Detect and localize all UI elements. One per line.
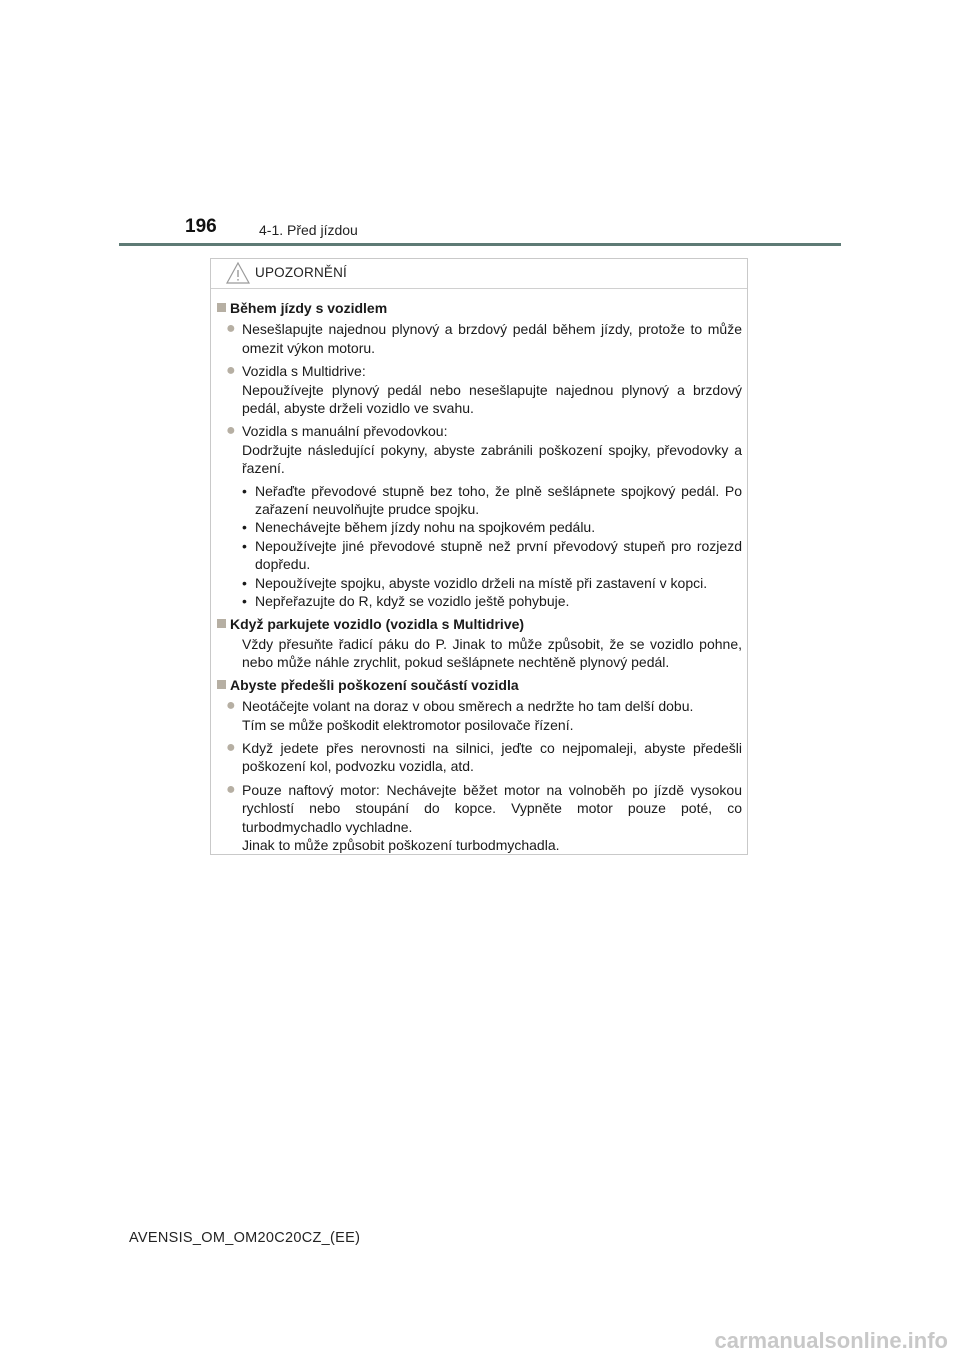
item-lead: Neotáčejte volant na doraz v obou směrech a nedržte ho tam delší dobu. bbox=[242, 698, 694, 715]
item-lead: Pouze naftový motor: Nechávejte běžet motor na volnoběh po jízdě vysokou rychlostí nebo stoupání do kopce. Vypněte motor pouze poté, co turbodmychadlo vychladne. bbox=[242, 781, 742, 835]
list-item-text bbox=[242, 362, 742, 417]
item-detail: Nepoužívejte plynový pedál nebo nesešlapujte najednou plynový a brzdový pedál, abyste drželi vozidlo ve svahu. bbox=[242, 381, 742, 417]
sub-item: • Nepoužívejte spojku, abyste vozidlo drželi na místě při zastavení v kopci. bbox=[242, 574, 742, 592]
list-item bbox=[217, 697, 742, 734]
section-title: 4-1. Před jízdou bbox=[259, 222, 358, 238]
section-heading-text: Během jízdy s vozidlem bbox=[230, 300, 388, 316]
dot-bullet-icon: ● bbox=[226, 422, 236, 440]
square-bullet-icon bbox=[217, 680, 226, 689]
list-item-text bbox=[242, 422, 742, 477]
item-detail: Dodržujte následující pokyny, abyste zabránili poškození spojky, převodovky a řazení. bbox=[242, 441, 742, 477]
header-divider bbox=[119, 243, 841, 246]
dot-bullet-icon: ● bbox=[226, 697, 236, 715]
item-detail: Jinak to může způsobit poškození turbodmychadla. bbox=[242, 836, 560, 853]
sub-item-text: Nepřeřazujte do R, když se vozidlo ještě pohybuje. bbox=[255, 593, 570, 610]
item-detail: Tím se může poškodit elektromotor posilovače řízení. bbox=[242, 716, 574, 733]
section-heading bbox=[217, 615, 742, 633]
list-item bbox=[217, 362, 742, 417]
warning-body bbox=[211, 289, 747, 854]
sub-item: • Nepřeřazujte do R, když se vozidlo ještě pohybuje. bbox=[242, 592, 742, 610]
sub-item-text: Neřaďte převodové stupně bez toho, že plně sešlápnete spojkový pedál. Po zařazení neuvolňujte prudce spojku. bbox=[255, 482, 742, 518]
sub-item-text: Nepoužívejte jiné převodové stupně než první převodový stupeň pro rozjezd dopředu. bbox=[255, 537, 742, 573]
page-number: 196 bbox=[185, 216, 217, 237]
dot-bullet-icon: ● bbox=[226, 780, 236, 798]
warning-title: UPOZORNĚNÍ bbox=[255, 265, 348, 280]
sub-item: • Nepoužívejte jiné převodové stupně než první převodový stupeň pro rozjezd dopředu. bbox=[242, 537, 742, 573]
sub-item-text: Nepoužívejte spojku, abyste vozidlo drželi na místě při zastavení v kopci. bbox=[255, 574, 708, 591]
watermark: carmanualsonline.info bbox=[714, 1328, 948, 1353]
section-heading bbox=[217, 676, 742, 694]
warning-box bbox=[210, 258, 748, 855]
list-item bbox=[217, 320, 742, 357]
list-item bbox=[217, 422, 742, 477]
section-heading bbox=[217, 299, 742, 317]
square-bullet-icon bbox=[217, 619, 226, 628]
list-item bbox=[217, 739, 742, 776]
item-lead: Vozidla s Multidrive: bbox=[242, 363, 366, 380]
square-bullet-icon bbox=[217, 303, 226, 312]
warning-triangle-icon bbox=[225, 261, 251, 290]
list-item-text: Nesešlapujte najednou plynový a brzdový pedál během jízdy, protože to může omezit výkon motoru. bbox=[242, 321, 742, 356]
section-paragraph: Vždy přesuňte řadicí páku do P. Jinak to může způsobit, že se vozidlo pohne, nebo může náhle zrychlit, pokud sešlápnete nechtěně plynový pedál. bbox=[242, 635, 742, 671]
sub-item: • Nenechávejte během jízdy nohu na spojkovém pedálu. bbox=[242, 518, 742, 536]
list-item bbox=[217, 781, 742, 855]
dot-bullet-icon: ● bbox=[226, 362, 236, 380]
section-heading-text: Když parkujete vozidlo (vozidla s Multidrive) bbox=[230, 615, 525, 632]
warning-header bbox=[211, 259, 747, 289]
section-heading-text: Abyste předešli poškození součástí vozidla bbox=[230, 676, 519, 693]
sub-item-text: Nenechávejte během jízdy nohu na spojkovém pedálu. bbox=[255, 519, 596, 536]
dot-bullet-icon: ● bbox=[226, 738, 236, 756]
list-item-text: Když jedete přes nerovnosti na silnici, jeďte co nejpomaleji, abyste předešli poškození kol, podvozku vozidla, atd. bbox=[242, 739, 742, 775]
list-item-text bbox=[242, 781, 742, 855]
document-code: AVENSIS_OM_OM20C20CZ_(EE) bbox=[129, 1230, 361, 1246]
sub-list bbox=[242, 482, 742, 611]
sub-item: • Neřaďte převodové stupně bez toho, že plně sešlápnete spojkový pedál. Po zařazení neuvolňujte prudce spojku. bbox=[242, 482, 742, 518]
item-lead: Vozidla s manuální převodovkou: bbox=[242, 423, 448, 440]
list-item-text bbox=[242, 697, 742, 734]
dot-bullet-icon: ● bbox=[226, 320, 236, 338]
